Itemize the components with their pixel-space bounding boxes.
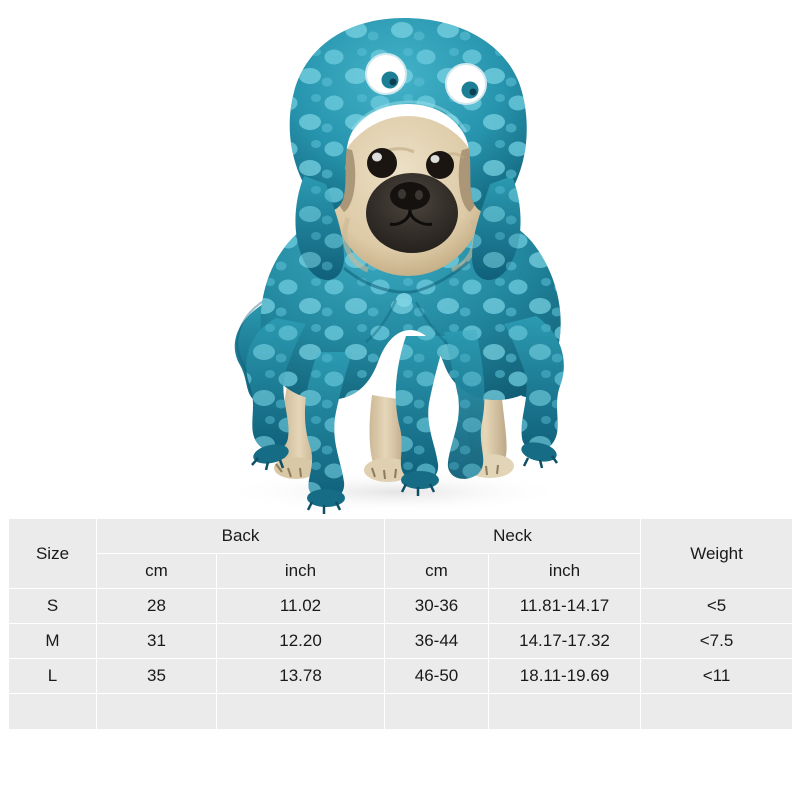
cell-neck-cm: 30-36: [385, 589, 489, 624]
table-row: [9, 624, 793, 659]
table-row: [9, 589, 793, 624]
costume-eye-left: [366, 54, 406, 94]
dog-head: [332, 116, 484, 276]
dog-eye-left: [367, 148, 397, 178]
costume-button: [396, 293, 412, 307]
size-chart-wrapper: [8, 518, 792, 730]
table-row: [9, 659, 793, 694]
dog-eye-right: [426, 151, 454, 179]
cell-neck-cm: 46-50: [385, 659, 489, 694]
cell-weight: <11: [641, 659, 793, 694]
costume-eye-right: [446, 64, 486, 104]
header-size: Size: [9, 519, 97, 589]
header-neck-inch: inch: [489, 554, 641, 589]
cell-neck-inch: 18.11-19.69: [489, 659, 641, 694]
header-neck-cm: cm: [385, 554, 489, 589]
cell-weight: <7.5: [641, 624, 793, 659]
cell-back-inch: 11.02: [217, 589, 385, 624]
size-chart-table: [8, 518, 793, 730]
dog-nose: [390, 182, 430, 210]
table-row-blank: [9, 694, 793, 730]
cell-neck-inch: 11.81-14.17: [489, 589, 641, 624]
cell-size: L: [9, 659, 97, 694]
table-header-row-groups: [9, 519, 793, 554]
cell-back-cm: 31: [97, 624, 217, 659]
cell-neck-cm: 36-44: [385, 624, 489, 659]
header-back: Back: [97, 519, 385, 554]
header-back-cm: cm: [97, 554, 217, 589]
header-weight: Weight: [641, 519, 793, 589]
cell-back-cm: 28: [97, 589, 217, 624]
cell-back-inch: 13.78: [217, 659, 385, 694]
cell-neck-inch: 14.17-17.32: [489, 624, 641, 659]
cell-size: M: [9, 624, 97, 659]
cell-size: S: [9, 589, 97, 624]
header-neck: Neck: [385, 519, 641, 554]
cell-back-inch: 12.20: [217, 624, 385, 659]
header-back-inch: inch: [217, 554, 385, 589]
cell-weight: <5: [641, 589, 793, 624]
cell-back-cm: 35: [97, 659, 217, 694]
